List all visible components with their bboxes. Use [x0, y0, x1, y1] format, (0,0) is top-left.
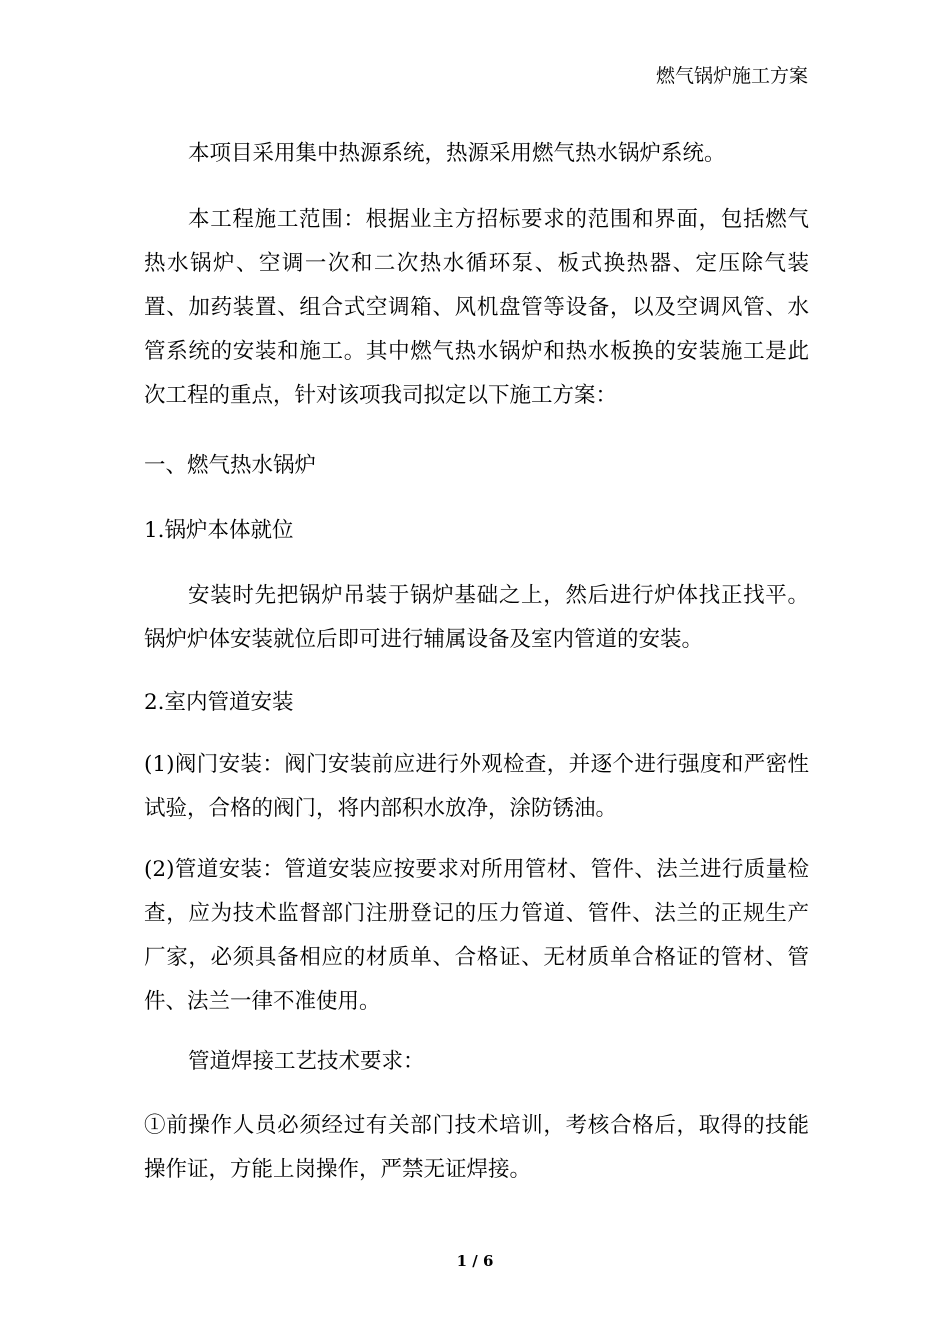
- intro-paragraph: 本项目采用集中热源系统，热源采用燃气热水锅炉系统。: [188, 141, 726, 166]
- page-header-title: 燃气锅炉施工方案: [655, 65, 808, 87]
- section-heading-boiler: 一、燃气热水锅炉: [144, 453, 317, 478]
- welding-requirement-item-1: ①前操作人员必须经过有关部门技术培训，考核合格后，取得的技能操作证，方能上岗操作，严禁无证焊接。: [144, 1113, 809, 1182]
- page-number: 1 / 6: [456, 1252, 494, 1270]
- boiler-placement-paragraph: 安装时先把锅炉吊装于锅炉基础之上，然后进行炉体找正找平。锅炉炉体安装就位后即可进行辅属设备及室内管道的安装。: [144, 583, 809, 652]
- valve-installation-paragraph: (1)阀门安装：阀门安装前应进行外观检查，并逐个进行强度和严密性试验，合格的阀门，将内部积水放净，涂防锈油。: [144, 752, 809, 821]
- pipe-installation-paragraph: (2)管道安装：管道安装应按要求对所用管材、管件、法兰进行质量检查，应为技术监督部门注册登记的压力管道、管件、法兰的正规生产厂家，必须具备相应的材质单、合格证、无材质单合格证的管材、管件、法兰一律不准使用。: [144, 857, 809, 1014]
- subsection-heading-boiler-placement: 1.锅炉本体就位: [144, 518, 294, 543]
- scope-paragraph: 本工程施工范围：根据业主方招标要求的范围和界面，包括燃气热水锅炉、空调一次和二次热水循环泵、板式换热器、定压除气装置、加药装置、组合式空调箱、风机盘管等设备，以及空调风管、水管系统的安装和施工。其中燃气热水锅炉和热水板换的安装施工是此次工程的重点，针对该项我司拟定以下施工方案：: [144, 207, 809, 408]
- welding-requirements-heading: 管道焊接工艺技术要求：: [188, 1049, 425, 1074]
- subsection-heading-indoor-piping: 2.室内管道安装: [144, 690, 294, 715]
